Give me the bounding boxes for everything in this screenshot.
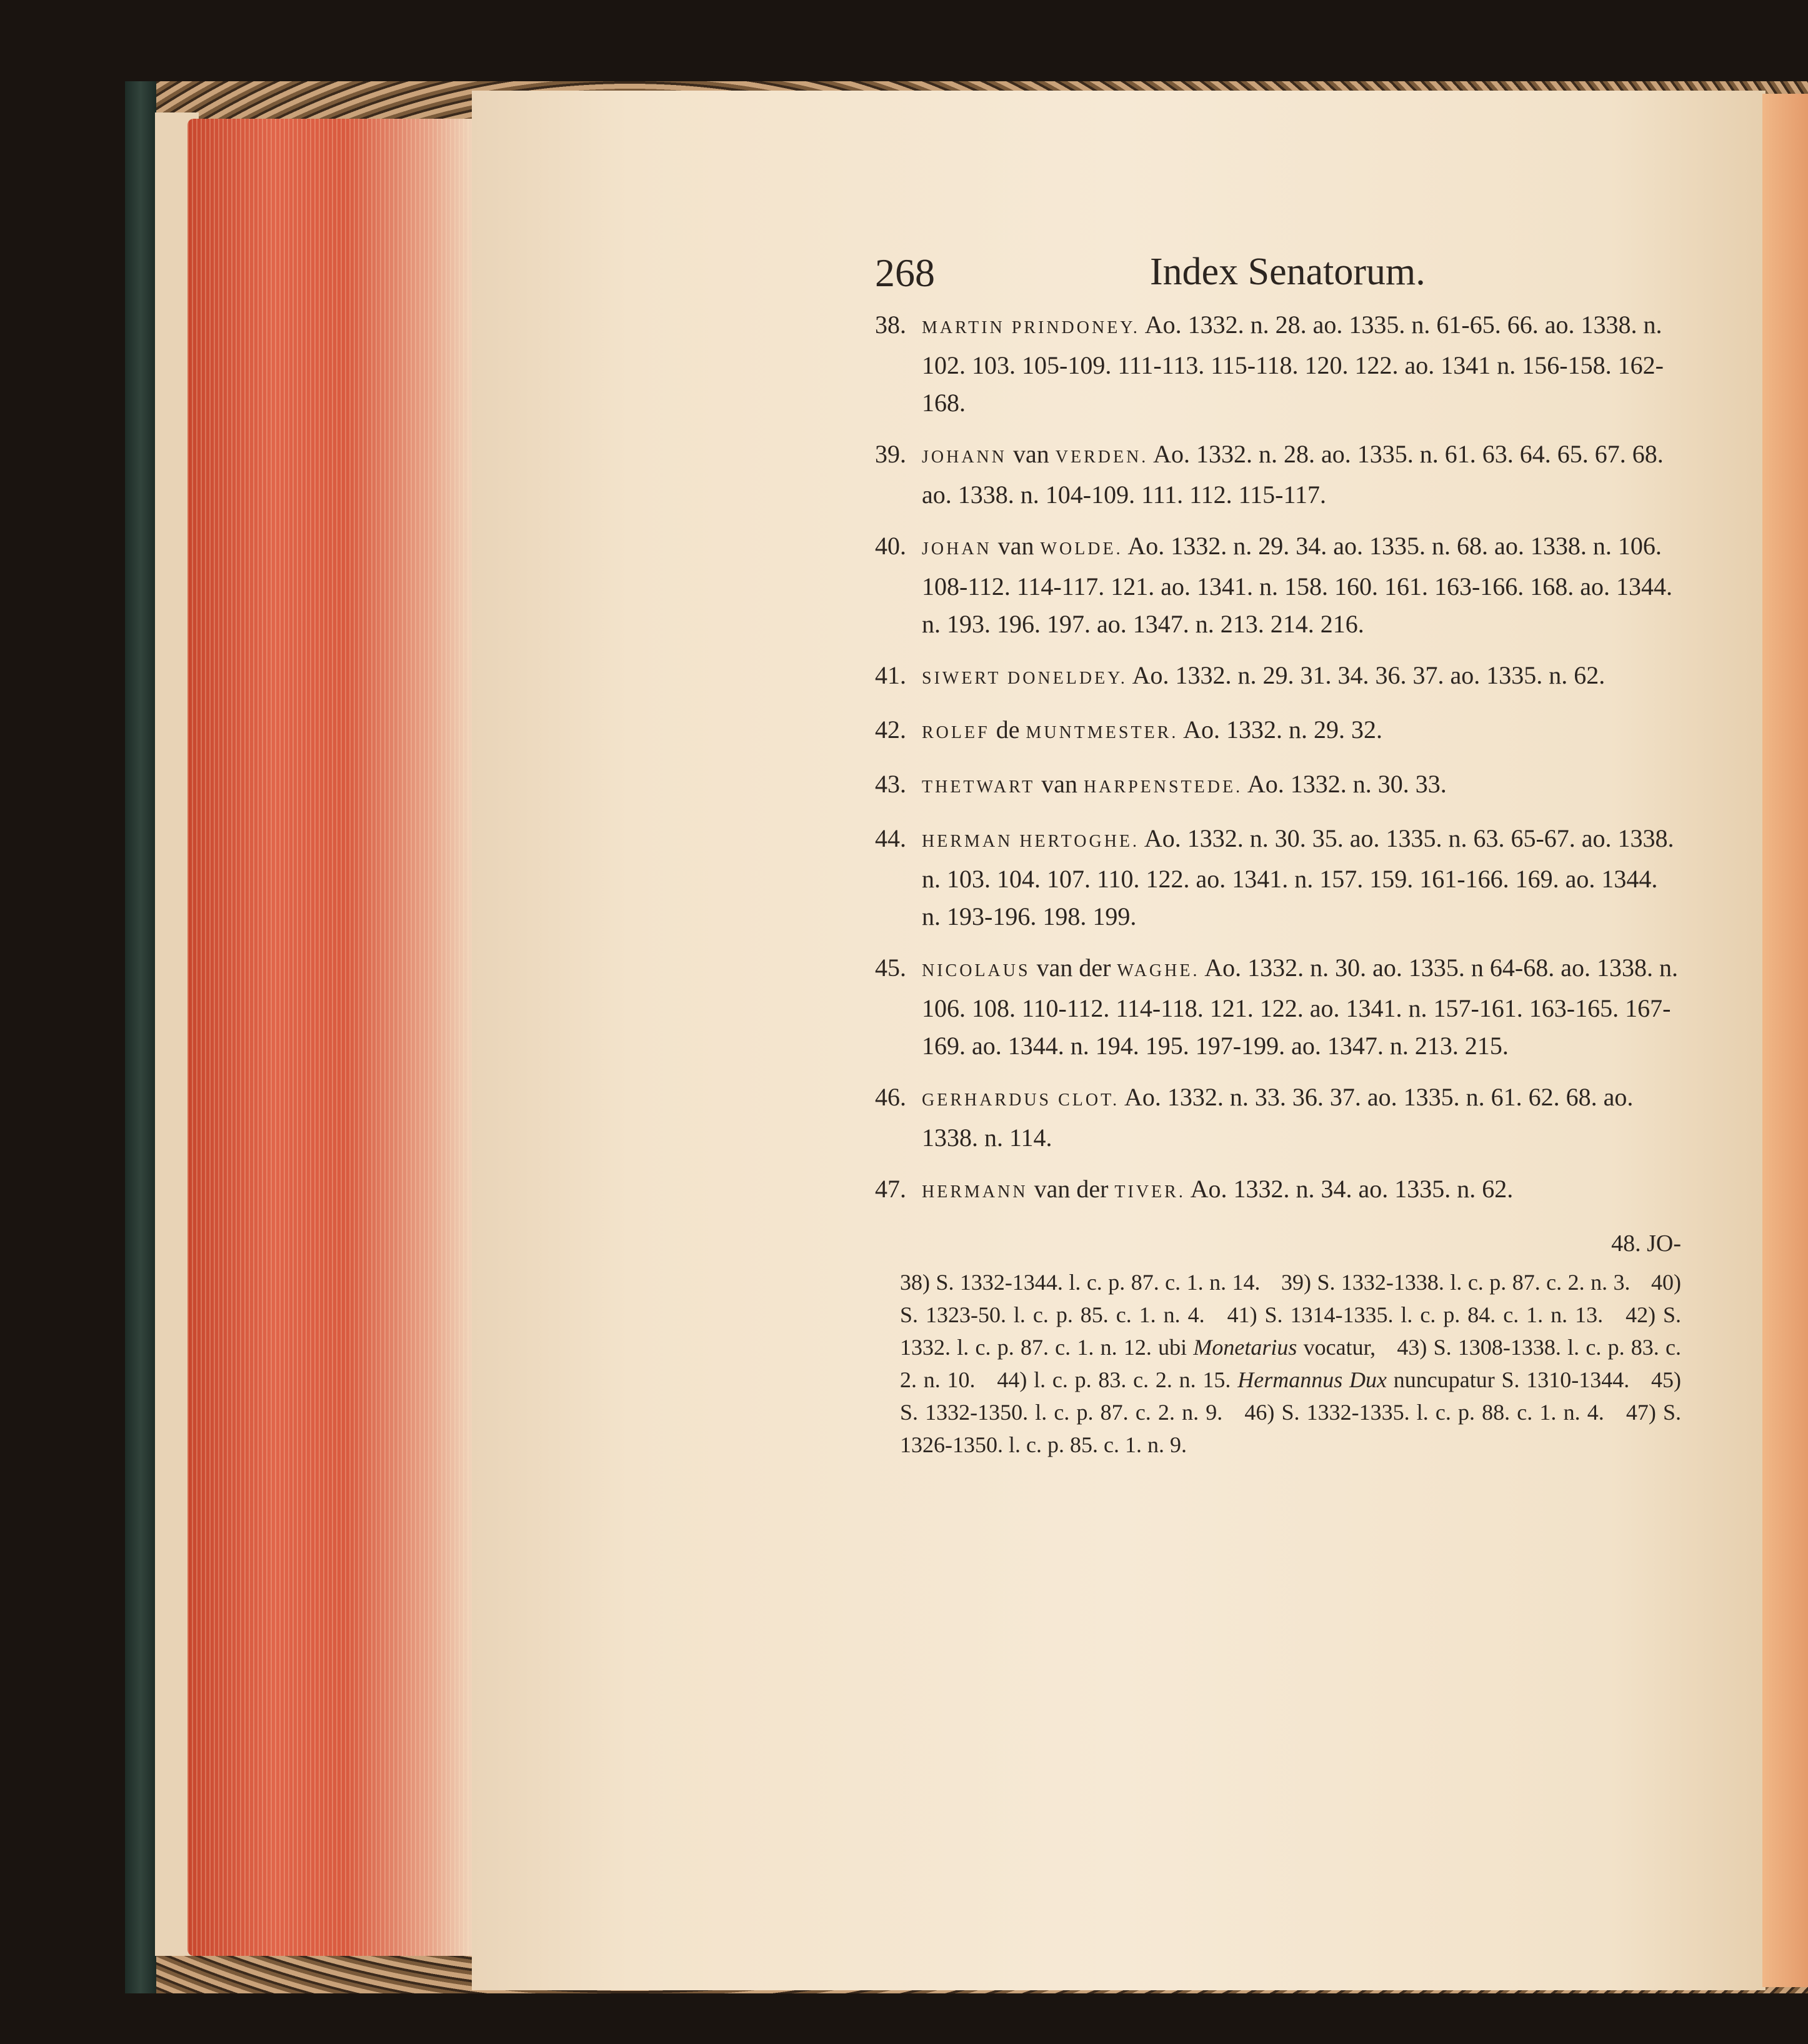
senator-entry <box>875 711 1681 752</box>
footnote <box>997 1367 1629 1392</box>
senator-name: SIWERT DONELDEY. <box>922 669 1127 688</box>
senator-list <box>875 306 1681 1211</box>
entry-references: Ao. 1332. n. 28. ao. 1335. n. 61. 63. 64. 65. 67. 68. ao. 1338. n. 104-109. 111. 112. 115-117. <box>922 440 1664 509</box>
page-header <box>875 250 1681 306</box>
footnote: 38) S. 1332-1344. l. c. p. 87. c. 1. n. 14. <box>900 1270 1261 1295</box>
footnote: 41) S. 1314-1335. l. c. p. 84. c. 1. n. 13. <box>1227 1302 1604 1327</box>
entry-number: 41. <box>875 661 906 689</box>
senator-entry <box>875 306 1681 422</box>
senator-name: JOHAN <box>922 539 992 559</box>
entry-references: Ao. 1332. n. 30. ao. 1335. n 64-68. ao. 1338. n. 106. 108. 110-112. 114-118. 121. 122. ao. 1341. n. 157-161. 163-165. 167-169. ao. 1344. n. 194. 195. 197-199. ao. 1347. n. 213. 215. <box>922 954 1678 1060</box>
entry-number: 45. <box>875 954 906 982</box>
footnotes <box>875 1266 1681 1461</box>
footnote: 45) S. 1332-1350. l. c. p. 87. c. 2. n. 9. <box>900 1367 1682 1425</box>
footnote-text: 42) S. 1332. l. c. p. 87. c. 1. n. 12. ubi <box>900 1302 1682 1360</box>
footnote: 43) S. 1308-1338. l. c. p. 83. c. 2. n. 10. <box>900 1335 1682 1392</box>
senator-surname: TIVER. <box>1114 1182 1186 1202</box>
catchword: 48. JO- <box>1611 1230 1681 1257</box>
senator-surname: HARPENSTEDE. <box>1083 777 1243 797</box>
footnote-italic: Hermannus Dux <box>1237 1367 1387 1392</box>
senator-entry <box>875 1170 1681 1211</box>
entry-references: Ao. 1332. n. 30. 35. ao. 1335. n. 63. 65-67. ao. 1338. n. 103. 104. 107. 110. 122. ao. 1341. n. 157. 159. 161-166. 169. ao. 1344. n. 193-196. 198. 199. <box>922 824 1674 930</box>
senator-surname: WAGHE. <box>1117 961 1200 980</box>
name-particle: van <box>1007 440 1056 468</box>
senator-entry <box>875 1079 1681 1157</box>
page-number: 268 <box>875 251 935 295</box>
red-page-edges <box>187 119 475 1956</box>
name-particle: van der <box>1027 1175 1115 1203</box>
senator-name: THETWART <box>922 777 1036 797</box>
name-particle: van <box>991 532 1041 560</box>
footnote-text: nuncupatur S. 1310-1344. <box>1393 1367 1630 1392</box>
page-content <box>875 250 1681 1461</box>
footnote: 46) S. 1332-1335. l. c. p. 88. c. 1. n. 4. <box>1244 1400 1604 1425</box>
senator-entry <box>875 949 1681 1065</box>
entry-number: 40. <box>875 532 906 560</box>
senator-name: NICOLAUS <box>922 961 1031 980</box>
senator-entry <box>875 657 1681 697</box>
spine-cloth <box>125 81 156 1993</box>
senator-surname: VERDEN. <box>1055 447 1149 467</box>
senator-name: HERMAN HERTOGHE. <box>922 832 1140 851</box>
entry-number: 46. <box>875 1083 906 1111</box>
entry-number: 44. <box>875 824 906 852</box>
footnote: 47) S. 1326-1350. l. c. p. 85. c. 1. n. 9. <box>900 1400 1681 1457</box>
senator-entry <box>875 436 1681 514</box>
entry-number: 38. <box>875 311 906 339</box>
senator-name: ROLEF <box>922 723 990 742</box>
senator-entry <box>875 527 1681 643</box>
senator-name: GERHARDUS CLOT. <box>922 1090 1120 1110</box>
footnote: 40) S. 1323-50. l. c. p. 85. c. 1. n. 4. <box>900 1270 1681 1327</box>
entry-number: 47. <box>875 1175 906 1203</box>
senator-entry <box>875 765 1681 806</box>
entry-references: Ao. 1332. n. 29. 32. <box>1178 715 1383 744</box>
senator-surname: WOLDE. <box>1040 539 1123 559</box>
name-particle: van der <box>1030 954 1117 982</box>
senator-entry <box>875 820 1681 935</box>
name-particle: van <box>1035 770 1084 798</box>
senator-name: HERMANN <box>922 1182 1028 1202</box>
entry-references: Ao. 1332. n. 33. 36. 37. ao. 1335. n. 61. 62. 68. ao. 1338. n. 114. <box>922 1083 1634 1152</box>
footnote-text: 44) l. c. p. 83. c. 2. n. 15. <box>997 1367 1231 1392</box>
footnote-italic: Monetarius <box>1193 1335 1297 1360</box>
entry-references: Ao. 1332. n. 34. ao. 1335. n. 62. <box>1185 1175 1514 1203</box>
entry-references: Ao. 1332. n. 28. ao. 1335. n. 61-65. 66. ao. 1338. n. 102. 103. 105-109. 111-113. 115-118. 120. 122. ao. 1341 n. 156-158. 162-168. <box>922 311 1664 417</box>
running-title: Index Senatorum. <box>1150 251 1426 293</box>
entry-number: 42. <box>875 715 906 744</box>
footnote-text: vocatur, <box>1303 1335 1376 1360</box>
name-particle: de <box>989 715 1026 744</box>
footnote: 39) S. 1332-1338. l. c. p. 87. c. 2. n. 3. <box>1281 1270 1631 1295</box>
entry-references: Ao. 1332. n. 29. 34. ao. 1335. n. 68. ao. 1338. n. 106. 108-112. 114-117. 121. ao. 1341. n. 158. 160. 161. 163-166. 168. ao. 1344. n. 193. 196. 197. ao. 1347. n. 213. 214. 216. <box>922 532 1673 638</box>
senator-surname: MUNTMESTER. <box>1026 723 1179 742</box>
facing-page-edge <box>1762 94 1808 1987</box>
entry-references: Ao. 1332. n. 29. 31. 34. 36. 37. ao. 1335. n. 62. <box>1127 661 1606 689</box>
senator-name: MARTIN PRINDONEY. <box>922 318 1140 337</box>
entry-number: 43. <box>875 770 906 798</box>
entry-number: 39. <box>875 440 906 468</box>
senator-name: JOHANN <box>922 447 1007 467</box>
entry-references: Ao. 1332. n. 30. 33. <box>1242 770 1447 798</box>
